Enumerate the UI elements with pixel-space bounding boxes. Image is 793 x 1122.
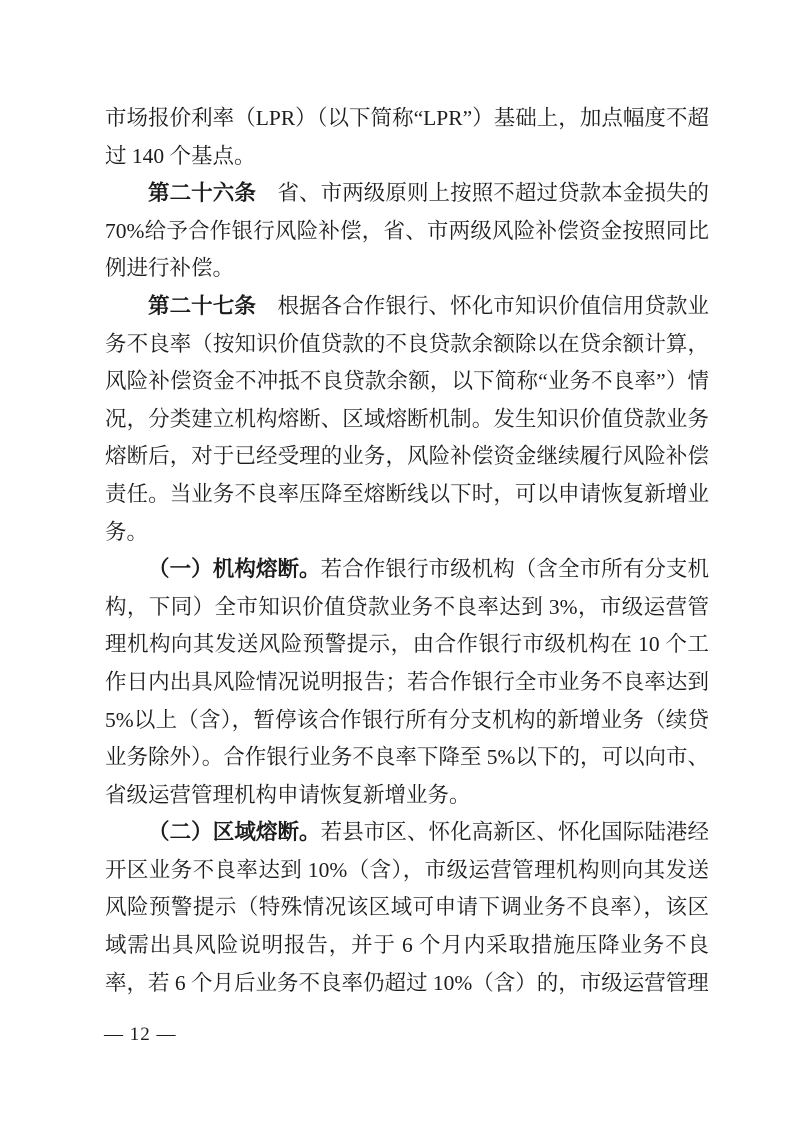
paragraph-item-1-institution-circuit-breaker — [105, 551, 709, 814]
paragraph-text: 根据各合作银行、怀化市知识价值信用贷款业务不良率（按知识价值贷款的不良贷款余额除以在贷余额计算，风险补偿资金不冲抵不良贷款余额，以下简称“业务不良率”）情况，分类建立机构熔断、区域熔断机制。发生知识价值贷款业务熔断后，对于已经受理的业务，风险补偿资金继续履行风险补偿责任。当业务不良率压降至熔断线以下时，可以申请恢复新增业务。 — [105, 293, 709, 544]
paragraph-article-26 — [105, 175, 709, 288]
paragraph-text: 省、市两级原则上按照不超过贷款本金损失的70%给予合作银行风险补偿，省、市两级风险补偿资金按照同比例进行补偿。 — [105, 181, 709, 281]
document-body — [105, 100, 709, 1002]
article-27-label: 第二十七条 — [148, 293, 256, 318]
page-number: — 12 — — [104, 1024, 177, 1045]
paragraph-text: 若县市区、怀化高新区、怀化国际陆港经开区业务不良率达到 10%（含），市级运营管理机构则向其发送风险预警提示（特殊情况该区域可申请下调业务不良率），该区域需出具风险说明报告，并于 6 个月内采取措施压降业务不良率，若 6 个月后业务不良率仍超过 10%（含）的，市级运营管理 — [105, 820, 709, 995]
article-26-label: 第二十六条 — [148, 181, 256, 206]
paragraph-article-27 — [105, 288, 709, 551]
paragraph-text: 若合作银行市级机构（含全市所有分支机构，下同）全市知识价值贷款业务不良率达到 3%，市级运营管理机构向其发送风险预警提示，由合作银行市级机构在 10 个工作日内出具风险情况说明报告；若合作银行全市业务不良率达到 5%以上（含），暂停该合作银行所有分支机构的新增业务（续贷业务除外）。合作银行业务不良率下降至 5%以下的，可以向市、省级运营管理机构申请恢复新增业务。 — [105, 557, 709, 807]
item-2-label: （二）区域熔断。 — [148, 820, 321, 845]
paragraph-text: 市场报价利率（LPR）（以下简称“LPR”）基础上，加点幅度不超过 140 个基点。 — [105, 106, 709, 168]
paragraph-item-2-region-circuit-breaker — [105, 814, 709, 1002]
paragraph-continuation — [105, 100, 709, 175]
item-1-label: （一）机构熔断。 — [148, 557, 321, 582]
